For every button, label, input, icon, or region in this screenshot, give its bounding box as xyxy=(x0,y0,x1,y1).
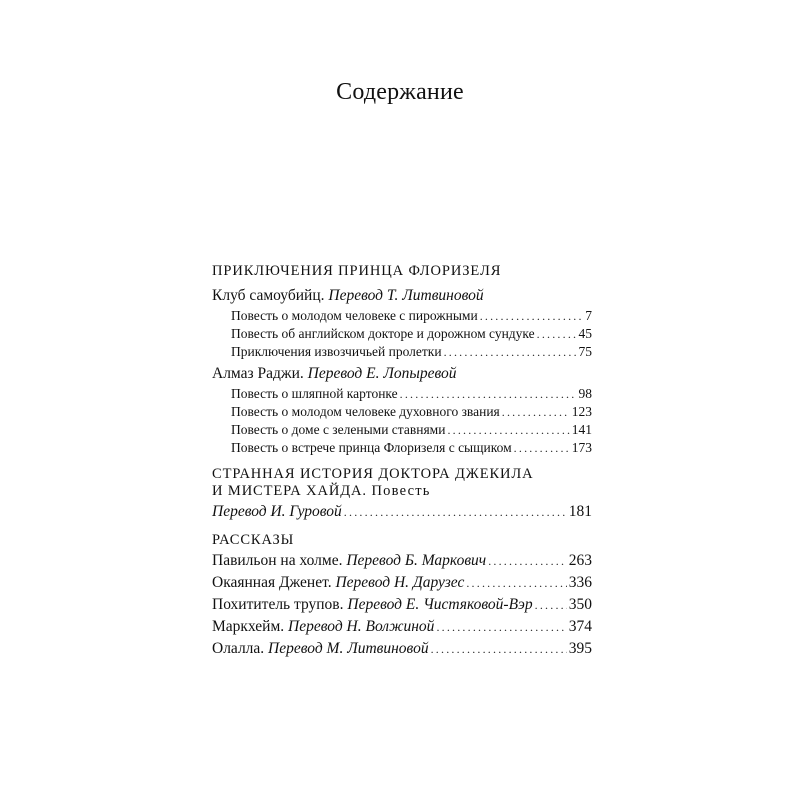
dot-leader xyxy=(466,574,566,592)
page-number: 98 xyxy=(578,386,592,401)
page-number: 336 xyxy=(568,574,592,591)
section-heading-jekyll-line1: СТРАННАЯ ИСТОРИЯ ДОКТОРА ДЖЕКИЛА xyxy=(212,466,534,482)
page-number: 395 xyxy=(568,640,592,657)
toc-entry-story[interactable] xyxy=(212,552,592,570)
entry-title: Приключения извозчичьей пролетки xyxy=(231,344,442,359)
toc-entry[interactable] xyxy=(231,343,592,361)
toc-entry[interactable] xyxy=(231,421,592,439)
toc-group-suicide-club[interactable] xyxy=(212,287,592,305)
section-heading-prince-florizel: ПРИКЛЮЧЕНИЯ ПРИНЦА ФЛОРИЗЕЛЯ xyxy=(212,263,502,279)
dot-leader xyxy=(400,385,577,403)
heading-text: И МИСТЕРА ХАЙДА. xyxy=(212,483,367,499)
page-number: 45 xyxy=(578,326,592,341)
entry-title: Похититель трупов. xyxy=(212,596,344,613)
entry-translation: Перевод И. Гуровой xyxy=(212,503,342,520)
heading-tag: Повесть xyxy=(371,483,431,499)
section-heading-stories: РАССКАЗЫ xyxy=(212,532,295,548)
entry-translation: Перевод Н. Дарузес xyxy=(335,574,465,591)
page-number: 123 xyxy=(571,404,592,419)
entry-translation: Перевод Е. Чистяковой-Вэр xyxy=(347,596,533,613)
page-title: Содержание xyxy=(336,79,464,105)
dot-leader xyxy=(535,596,567,614)
entry-title: Павильон на холме. xyxy=(212,552,343,569)
toc-entry[interactable] xyxy=(231,325,592,343)
dot-leader xyxy=(431,640,567,658)
dot-leader xyxy=(537,325,577,343)
entry-title: Повесть о шляпной картонке xyxy=(231,386,398,401)
page-number: 374 xyxy=(568,618,592,635)
entry-translation: Перевод М. Литвиновой xyxy=(268,640,429,657)
entry-title: Олалла. xyxy=(212,640,265,657)
dot-leader xyxy=(447,421,569,439)
group-translation: Перевод Т. Литвиновой xyxy=(328,287,484,304)
page-number: 75 xyxy=(578,344,592,359)
page-number: 141 xyxy=(571,422,592,437)
group-title: Клуб самоубийц. xyxy=(212,287,325,304)
entry-title: Маркхейм. xyxy=(212,618,285,635)
entry-title: Повесть о молодом человеке духовного звания xyxy=(231,404,500,419)
entry-title: Повесть о доме с зелеными ставнями xyxy=(231,422,446,437)
dot-leader xyxy=(514,439,570,457)
entry-title: Повесть о встрече принца Флоризеля с сыщиком xyxy=(231,440,512,455)
dot-leader xyxy=(488,552,567,570)
page-number: 181 xyxy=(568,503,592,520)
dot-leader xyxy=(344,503,567,521)
section-heading-jekyll-line2 xyxy=(212,482,431,500)
toc-entry-jekyll[interactable] xyxy=(212,503,592,521)
page-number: 350 xyxy=(568,596,592,613)
toc-entry-story[interactable] xyxy=(212,640,592,658)
toc-group-rajah-diamond[interactable] xyxy=(212,365,592,383)
group-title: Алмаз Раджи. xyxy=(212,365,304,382)
dot-leader xyxy=(436,618,566,636)
entry-title: Повесть о молодом человеке с пирожными xyxy=(231,308,478,323)
page-number: 263 xyxy=(568,552,592,569)
dot-leader xyxy=(444,343,577,361)
toc-entry-story[interactable] xyxy=(212,618,592,636)
dot-leader xyxy=(480,307,584,325)
toc-entry[interactable] xyxy=(231,403,592,421)
entry-translation: Перевод Б. Маркович xyxy=(346,552,487,569)
dot-leader xyxy=(502,403,570,421)
toc-entry[interactable] xyxy=(231,439,592,457)
page-number: 173 xyxy=(571,440,592,455)
toc-entry-story[interactable] xyxy=(212,596,592,614)
toc-entry[interactable] xyxy=(231,385,592,403)
page-number: 7 xyxy=(585,308,592,323)
entry-title: Повесть об английском докторе и дорожном сундуке xyxy=(231,326,535,341)
entry-title: Окаянная Дженет. xyxy=(212,574,332,591)
toc-entry[interactable] xyxy=(231,307,592,325)
group-translation: Перевод Е. Лопыревой xyxy=(307,365,457,382)
entry-translation: Перевод Н. Волжиной xyxy=(288,618,435,635)
toc-entry-story[interactable] xyxy=(212,574,592,592)
